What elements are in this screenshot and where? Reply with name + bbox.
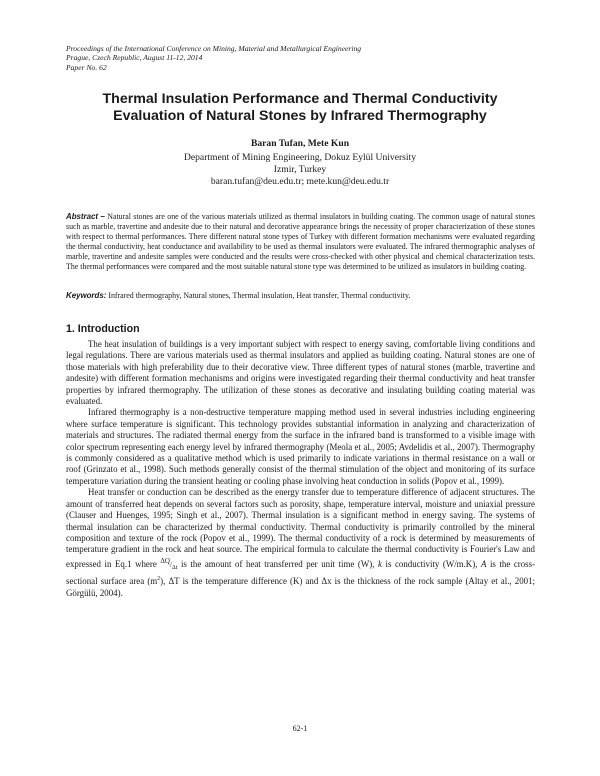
introduction-body — [66, 339, 535, 599]
header-paper-no: Paper No. 62 — [66, 62, 107, 72]
keywords-text: Infrared thermography, Natural stones, Thermal insulation, Heat transfer, Thermal conductivity. — [108, 291, 411, 300]
intro-paragraph-3: Heat transfer or conduction can be described as the energy transfer due to temperature difference of adjacent structures. The amount of transferred heat depends on several factors such as porosity, shape, temperature interval, moisture and uniaxial pressure (Clauser and Huenges, 1995; Singh et al., 2007). Thermal insulation is a significant method in energy saving. The systems of thermal insulation can be characterized by thermal conductivity. Thermal conductivity is primarily controlled by the mineral composition and texture of the rock (Popov et al., 1999). The thermal conductivity of a rock is determined by measurements of temperature gradient in the rock and heat source. The empirical formula to calculate the thermal conductivity is Fourier's Law and expressed in Eq.1 where $^{\Delta Q}/_{\Delta t}$ is the amount of heat transferred per unit time (W), k is conductivity (W/m.K), A is the cross-sectional surface area $(m^2)$, ΔT is the temperature difference (K) and Δx is the thickness of the rock sample (Altay et al., 2001; Görgülü, 2004). — [66, 487, 536, 598]
author-emails: baran.tufan@deu.edu.tr; mete.kun@deu.edu.tr — [210, 176, 390, 187]
affiliation-city: Izmir, Turkey — [273, 164, 327, 175]
title-line-2: Evaluation of Natural Stones by Infrared Thermography — [113, 107, 487, 124]
a-symbol: A — [480, 558, 487, 569]
authors: Baran Tufan, Mete Kun — [250, 138, 350, 149]
intro-paragraph-2: Infrared thermography is a non-destructive temperature mapping method used in several industries including engineering where surface temperature is significant. This technology provides substantial information in analyzing and characterization of materials and structures. The radiated thermal energy from the surface in the infrared band is transformed to a visible image with color spectrum representing each energy level by infrared thermography (Meola et al., 2005; Avdelidis et al., 2007). Thermography is commonly considered as a qualitative method which is used primarily to indicate variations in thermal resistance on a wall or roof (Grinzato et al., 1998). Such methods generally consist of the thermal stimulation of the object and monitoring of its surface temperature variation during the transient heating or cooling phase involving heat conduction in solids (Popov et al., 1999). — [66, 407, 535, 486]
section-heading-introduction: 1. Introduction — [66, 323, 140, 335]
header-location: Prague, Czech Republic, August 11-12, 2014 — [66, 53, 203, 63]
abstract-label: Abstract – — [66, 212, 105, 221]
proceedings-header — [66, 44, 361, 72]
keywords-label: Keywords: — [66, 291, 107, 300]
keywords — [66, 291, 535, 301]
k-symbol: k — [377, 558, 382, 569]
abstract-text: Natural stones are one of the various materials utilized as thermal insulators in building coating. The common usage of natural stones such as marble, travertine and andesite due to their natural and decorative appearance brings the necessity of proper characterization of these stones with respect to thermal performances. There different natural stone types of Turkey with different formation mechanisms were evaluated regarding the thermal conductivity, heat conductance and availability to be used as thermal insulators were evaluated. The infrared thermographic analyses of marble, travertine and andesite samples were conducted and the results were cross-checked with other physical and chemical characterization tests. The thermal performances were compared and the most suitable natural stone type was determined to be utilized as insulators in building coating. — [66, 212, 535, 271]
affiliation-department: Department of Mining Engineering, Dokuz Eylül University — [183, 152, 417, 163]
paper-title — [70, 91, 530, 124]
title-line-1: Thermal Insulation Performance and Thermal Conductivity — [102, 91, 498, 107]
intro-paragraph-1: The heat insulation of buildings is a very important subject with respect to energy saving, comfortable living conditions and legal regulations. There are various materials used as thermal insulators and applied as building coating. Natural stones are one of those materials with high preferability due to their decorative view. Three different types of natural stones (marble, travertine and andesite) with different formation mechanisms and origins were investigated regarding their thermal conductivity and heat transfer properties by infrared thermography. The utilization of these stones as decorative and insulating building coating material was evaluated. — [66, 339, 535, 407]
delta-t-symbol: Δt — [171, 564, 178, 571]
page-number: 62-1 — [292, 724, 308, 733]
squared-superscript: 2 — [157, 576, 161, 583]
abstract — [66, 212, 535, 271]
delta-q-symbol: ΔQ — [160, 556, 170, 565]
header-conference: Proceedings of the International Conference on Mining, Material and Metallurgical Engineering — [66, 44, 362, 53]
